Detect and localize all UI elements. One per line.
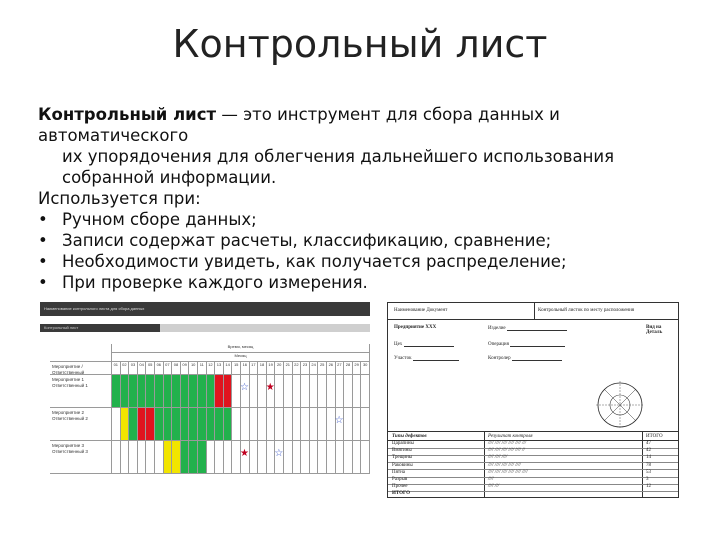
star-outline-icon: ☆: [240, 382, 249, 393]
grid-day-header: 14: [224, 362, 233, 375]
grid-cell: [121, 375, 130, 408]
grid-cell: [250, 441, 259, 474]
grid-day-header: 04: [138, 362, 147, 375]
grid-cell: [258, 408, 267, 441]
defect-total: 12: [646, 484, 651, 490]
bullet-icon: •: [38, 231, 48, 250]
grid-day-header: 07: [164, 362, 173, 375]
defect-marks: //// //// //// //// //// //: [488, 448, 525, 454]
bullet-icon: •: [38, 210, 48, 229]
footer-total: ИТОГО: [392, 491, 410, 497]
grid-cell: [224, 375, 233, 408]
total-header: ИТОГО: [646, 434, 663, 439]
grid-cell: [164, 441, 173, 474]
grid-day-header: 06: [155, 362, 164, 375]
grid-figure-subheader-fill: [160, 324, 370, 332]
bullet-icon: •: [38, 273, 48, 292]
grid-cell: [336, 441, 345, 474]
grid-cell: [112, 441, 121, 474]
grid-day-header: 29: [353, 362, 362, 375]
defect-marks: //// //// ////: [488, 455, 508, 461]
defect-marks: //// //// //// //// ////: [488, 462, 521, 468]
bullet-item-2: • Записи содержат расчеты, классификацию, сравнение;: [38, 231, 552, 250]
grid-day-header: 22: [293, 362, 302, 375]
grid-cell: [207, 441, 216, 474]
checksheet-grid-figure: [40, 302, 370, 498]
form-inspector-field: Контролер: [488, 355, 562, 361]
defect-total: 14: [646, 455, 651, 461]
form-enterprise: Предприятие ХХХ: [394, 325, 437, 330]
grid-cell: [215, 375, 224, 408]
grid-cell: [344, 408, 353, 441]
grid-cell: [353, 408, 362, 441]
grid-figure-subheader: Контрольный лист: [40, 324, 160, 332]
defect-total: 42: [646, 448, 651, 454]
defect-total: 53: [646, 469, 651, 475]
grid-cell: [310, 441, 319, 474]
grid-cell: [250, 408, 259, 441]
slide-body: [38, 104, 698, 293]
grid-cell: [198, 375, 207, 408]
grid-cell: [327, 375, 336, 408]
star-outline-icon: ☆: [334, 415, 344, 426]
grid-cell: [181, 408, 190, 441]
defect-total: 78: [646, 462, 651, 468]
grid-cell: [164, 375, 173, 408]
grid-cell: [267, 408, 276, 441]
grid-row-label: Мероприятие 3 Ответственный 3: [50, 441, 112, 474]
types-header: Типы дефектов: [392, 434, 427, 439]
grid-cell: [172, 375, 181, 408]
grid-cell: [146, 441, 155, 474]
grid-day-header: 05: [146, 362, 155, 375]
form-section-field: Участок: [394, 355, 459, 361]
part-drawing-icon: [594, 379, 646, 431]
grid-cell: [361, 408, 370, 441]
grid-cell: [181, 375, 190, 408]
grid-cell: [198, 408, 207, 441]
defect-name: Прочее: [392, 484, 408, 490]
grid-day-header: 27: [336, 362, 345, 375]
defect-name: Раковины: [392, 462, 413, 468]
grid-day-header: 09: [181, 362, 190, 375]
grid-cell: [301, 441, 310, 474]
grid-cell: [181, 441, 190, 474]
grid-cell: [215, 441, 224, 474]
defect-name: Царапины: [392, 441, 414, 446]
grid-cell: [146, 408, 155, 441]
grid-row-label: Мероприятие 1 Ответственный 1: [50, 375, 112, 408]
grid-cell: [129, 441, 138, 474]
star-filled-icon: ★: [265, 382, 275, 393]
result-header: Результат контроля: [488, 434, 533, 439]
grid-cell: [284, 375, 293, 408]
grid-day-header: 30: [361, 362, 370, 375]
grid-cell: [172, 441, 181, 474]
defect-name: Трещины: [392, 455, 413, 461]
form-doc-name: Наименование Документ: [394, 308, 448, 313]
grid-cell: [293, 408, 302, 441]
defect-name: Вмятины: [392, 448, 412, 454]
star-filled-icon: ★: [240, 448, 249, 459]
used-when-heading: Используется при:: [38, 189, 201, 208]
grid-cell: [361, 375, 370, 408]
grid-day-header: 21: [284, 362, 293, 375]
grid-cell: [155, 408, 164, 441]
defect-name: Разрыв: [392, 477, 408, 482]
defect-marks: //// ///: [488, 484, 499, 490]
definition-line-2: их упорядочения для облегчения дальнейшего использования: [62, 147, 615, 166]
grid-row-label: Мероприятие 2 Ответственный 2: [50, 408, 112, 441]
grid-cell: [215, 408, 224, 441]
bullet-item-3: • Необходимости увидеть, как получается распределение;: [38, 252, 567, 271]
bullet-icon: •: [38, 252, 48, 271]
grid-cell: [275, 375, 284, 408]
grid-day-header: 16: [241, 362, 250, 375]
grid-cell: [224, 441, 233, 474]
grid-cell: [172, 408, 181, 441]
definition-line-1: [38, 104, 698, 146]
grid-cell: [301, 408, 310, 441]
grid-day-header: 28: [344, 362, 353, 375]
grid-cell: [318, 375, 327, 408]
grid-cell: [155, 375, 164, 408]
grid-cell: [189, 408, 198, 441]
defect-total: 47: [646, 441, 651, 446]
form-sheet-name: Контрольный листок по месту расположения: [538, 308, 635, 313]
grid-day-header: 08: [172, 362, 181, 375]
grid-cell: [353, 375, 362, 408]
grid-day-header: 01: [112, 362, 121, 375]
form-stage-field: Цех: [394, 341, 454, 347]
grid-cell: [284, 408, 293, 441]
form-operation-field: Операция: [488, 341, 565, 347]
grid-cell: [318, 441, 327, 474]
grid-cell: [301, 375, 310, 408]
grid-cell: [336, 375, 345, 408]
grid-cell: [232, 408, 241, 441]
grid-cell: [344, 375, 353, 408]
form-part-label: Вид на Деталь: [646, 325, 663, 335]
grid-col-label: Месяц: [112, 353, 370, 362]
grid-day-header: 13: [215, 362, 224, 375]
grid-cell: [198, 441, 207, 474]
grid-figure-header: Наименование контрольного листа для сбора данных: [40, 302, 370, 316]
defect-marks: ////: [488, 477, 494, 482]
grid-day-header: 20: [275, 362, 284, 375]
grid-cell: [353, 441, 362, 474]
grid-day-header: 03: [129, 362, 138, 375]
grid-day-header: 17: [250, 362, 259, 375]
grid-cell: [146, 375, 155, 408]
grid-cell: [155, 441, 164, 474]
grid-day-header: 12: [207, 362, 216, 375]
grid-cell: [112, 408, 121, 441]
grid-cell: [310, 408, 319, 441]
definition-line-3: собранной информации.: [62, 168, 277, 187]
grid-cell: [318, 408, 327, 441]
defect-marks: //// //// //// //// //// ///: [488, 441, 527, 446]
grid-cell: [121, 441, 130, 474]
defect-checksheet-form: [387, 302, 679, 498]
grid-cell: [164, 408, 173, 441]
grid-cell: [138, 408, 147, 441]
grid-cell: [138, 375, 147, 408]
grid-cell: [189, 441, 198, 474]
grid-corner: [50, 344, 112, 362]
grid-day-header: 10: [189, 362, 198, 375]
definition-text: — это инструмент для сбора данных и автоматического: [38, 105, 560, 145]
grid-day-header: 02: [121, 362, 130, 375]
grid-cell: [207, 375, 216, 408]
slide-title: Контрольный лист: [172, 22, 548, 66]
grid-day-header: 15: [232, 362, 241, 375]
grid-cell: [275, 408, 284, 441]
grid-cell: [241, 408, 250, 441]
grid-cell: [284, 441, 293, 474]
defect-name: Пятна: [392, 469, 405, 475]
defect-marks: //// //// //// //// //// ////: [488, 469, 528, 475]
grid-cell: [224, 408, 233, 441]
grid-day-header: 19: [267, 362, 276, 375]
form-product-field: Изделие: [488, 325, 567, 331]
star-outline-icon: ☆: [274, 448, 284, 459]
grid-row-header: Мероприятие / Ответственный: [50, 362, 112, 375]
grid-cell: [129, 408, 138, 441]
grid-cell: [138, 441, 147, 474]
grid-cell: [189, 375, 198, 408]
grid-day-header: 24: [310, 362, 319, 375]
grid-cell: [293, 375, 302, 408]
grid-cell: [121, 408, 130, 441]
bullet-item-1: • Ручном сборе данных;: [38, 210, 257, 229]
grid-day-header: 26: [327, 362, 336, 375]
definition-term: Контрольный лист: [38, 105, 217, 124]
grid-cell: [258, 441, 267, 474]
grid-day-header: 11: [198, 362, 207, 375]
grid-cell: [327, 441, 336, 474]
grid-cell: [129, 375, 138, 408]
grid-cell: [112, 375, 121, 408]
grid-group-label: Время, месяц: [112, 344, 370, 353]
grid-cell: [361, 441, 370, 474]
grid-day-header: 25: [318, 362, 327, 375]
grid-cell: [310, 375, 319, 408]
grid-day-header: 23: [301, 362, 310, 375]
grid-cell: [250, 375, 259, 408]
grid-cell: [344, 441, 353, 474]
grid-cell: [207, 408, 216, 441]
bullet-item-4: • При проверке каждого измерения.: [38, 273, 368, 292]
grid-cell: [293, 441, 302, 474]
defect-total: 3: [646, 477, 649, 482]
grid-day-header: 18: [258, 362, 267, 375]
